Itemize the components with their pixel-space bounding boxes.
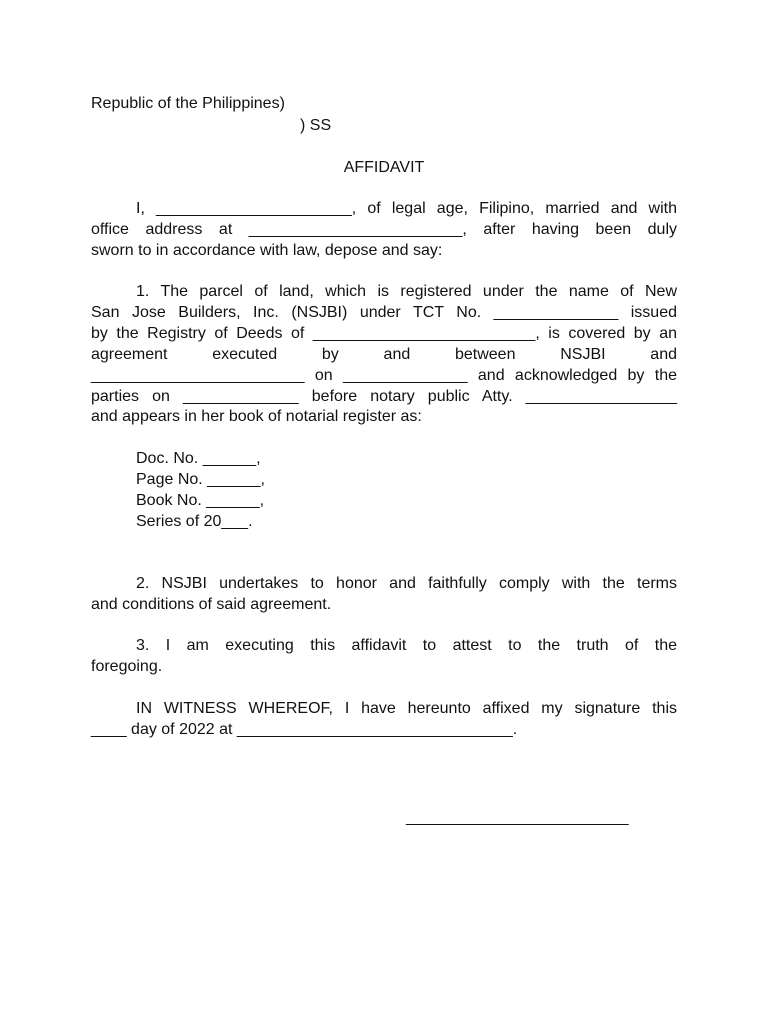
para1-line-3: by the Registry of Deeds of _________________________, is covered by an <box>91 325 677 342</box>
intro-line-1: I, ______________________, of legal age, Filipino, married and with <box>136 200 677 217</box>
para1-line-2: San Jose Builders, Inc. (NSJBI) under TCT No. ______________ issued <box>91 304 677 321</box>
para2-line-1: 2. NSJBI undertakes to honor and faithfully comply with the terms <box>136 575 677 592</box>
document-title: AFFIDAVIT <box>343 159 425 176</box>
para1-line-6: parties on _____________ before notary public Atty. _________________ <box>91 388 677 405</box>
signature-line: _________________________ <box>406 809 629 826</box>
intro-line-3: sworn to in accordance with law, depose and say: <box>91 242 443 259</box>
para1-line-5: ________________________ on ______________ and acknowledged by the <box>91 367 677 384</box>
para2-line-2: and conditions of said agreement. <box>91 596 332 613</box>
page-no: Page No. ______, <box>136 471 265 488</box>
intro-line-2: office address at ________________________, after having been duly <box>91 221 677 238</box>
witness-line-1: IN WITNESS WHEREOF, I have hereunto affixed my signature this <box>136 700 677 717</box>
para1-line-4: agreement executed by and between NSJBI and <box>91 346 677 363</box>
witness-line-2: ____ day of 2022 at _______________________________. <box>91 721 518 738</box>
para1-line-7: and appears in her book of notarial register as: <box>91 408 422 425</box>
para3-line-1: 3. I am executing this affidavit to attest to the truth of the <box>136 637 677 654</box>
para1-line-1: 1. The parcel of land, which is registered under the name of New <box>136 283 677 300</box>
ss-label: ) SS <box>300 117 332 134</box>
republic-heading: Republic of the Philippines) <box>91 95 285 112</box>
para3-line-2: foregoing. <box>91 658 163 675</box>
doc-no: Doc. No. ______, <box>136 450 261 467</box>
book-no: Book No. ______, <box>136 492 265 509</box>
series-of: Series of 20___. <box>136 513 253 530</box>
